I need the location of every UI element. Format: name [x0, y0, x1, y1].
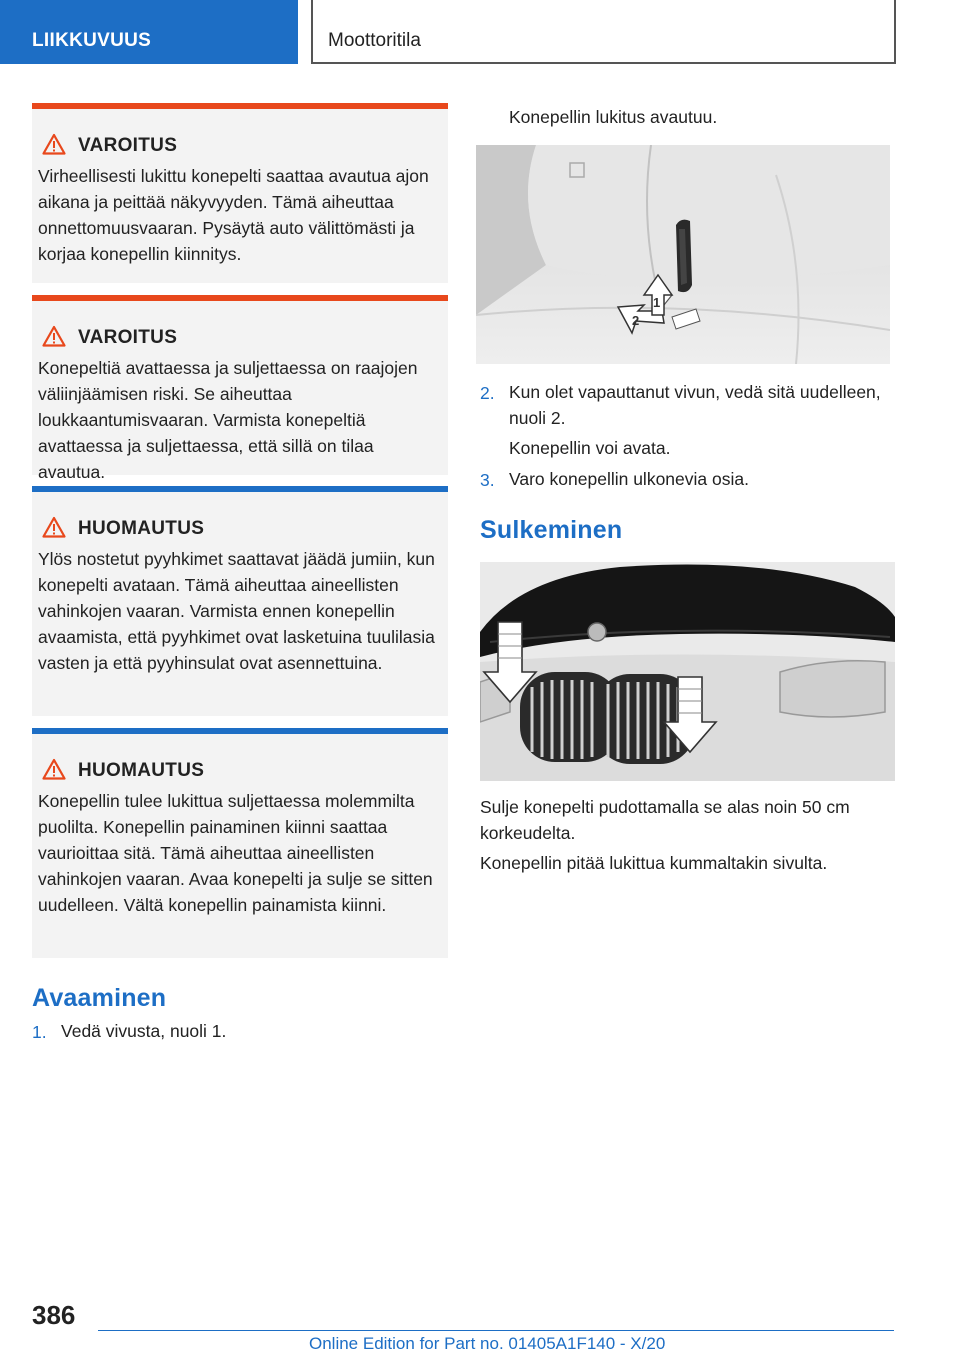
- notice-text: Konepellin tulee lukittua suljettaessa molemmilta puolilta. Konepellin painaminen kiinni saattaa vaurioittaa sitä. Tämä aiheuttaa aineellisten vahinkojen vaaran. Avaa konepelti ja sulje se sitten uudelleen. Vältä konepellin painamista kiinni.: [38, 791, 433, 915]
- section-tab: [0, 0, 298, 64]
- arrow-1-label: 1: [653, 295, 661, 310]
- notice-box-1: [32, 486, 448, 716]
- warning-triangle-icon: [42, 325, 66, 347]
- step-number: 2.: [480, 383, 495, 403]
- section-title: LIIKKUVUUS: [32, 30, 152, 51]
- notice-title: HUOMAUTUS: [78, 518, 205, 539]
- closing-paragraph-1: Sulje konepelti pudottamalla se alas noin 50 cm korkeudelta.: [480, 797, 850, 843]
- chapter-title: Moottoritila: [328, 30, 421, 51]
- notice-box-2: [32, 728, 448, 958]
- closing-paragraph-2: Konepellin pitää lukittua kummaltakin sivulta.: [480, 853, 828, 873]
- warning-bar: [32, 103, 448, 109]
- closing-hood-image: [480, 562, 895, 781]
- notice-title: HUOMAUTUS: [78, 760, 205, 781]
- footer-edition-text: Online Edition for Part no. 01405A1F140 - X/20: [309, 1334, 666, 1353]
- warning-text: Virheellisesti lukittu konepelti saattaa avautua ajon aikana ja peittää näkyvyyden. Tämä aiheuttaa onnettomuusvaaran. Pysäytä auto välittömästi ja korjaa konepellin kiinnitys.: [38, 166, 429, 264]
- notice-bar: [32, 728, 448, 734]
- page-number: 386: [32, 1300, 76, 1330]
- warning-bar: [32, 295, 448, 301]
- notice-bar: [32, 486, 448, 492]
- chapter-tab: [311, 0, 896, 64]
- arrow-2-label: 2: [632, 313, 640, 328]
- step-result: Konepellin voi avata.: [509, 438, 671, 458]
- opening-heading: Avaaminen: [32, 984, 167, 1012]
- step-text: Varo konepellin ulkonevia osia.: [509, 469, 749, 489]
- warning-text: Konepeltiä avattaessa ja suljettaessa on raajojen väliinjäämisen riski. Se aiheuttaa loukkaantumisvaaran. Varmista konepeltiä avattaessa ja suljettaessa, että sillä on tilaa avautua.: [38, 358, 418, 482]
- warning-triangle-icon: [42, 133, 66, 155]
- step-number: 1.: [32, 1022, 47, 1042]
- warning-title: VAROITUS: [78, 327, 178, 348]
- warning-triangle-icon: [42, 516, 66, 538]
- warning-triangle-icon: [42, 758, 66, 780]
- step-number: 3.: [480, 470, 495, 490]
- warning-box-2: [32, 295, 448, 482]
- footer-divider: [98, 1330, 894, 1331]
- warning-box-1: [32, 103, 448, 283]
- step-text: Vedä vivusta, nuoli 1.: [61, 1021, 227, 1041]
- warning-title: VAROITUS: [78, 135, 178, 156]
- closing-heading: Sulkeminen: [480, 516, 623, 544]
- step-text: Kun olet vapauttanut vivun, vedä sitä uudelleen, nuoli 2.: [509, 382, 881, 428]
- step-result: Konepellin lukitus avautuu.: [509, 107, 718, 127]
- notice-text: Ylös nostetut pyyhkimet saattavat jäädä jumiin, kun konepelti avataan. Tämä aiheuttaa aineellisten vahinkojen vaaran. Varmista ennen konepellin avaamista, että pyyhkimet ovat lasketuina tuulilasia vasten ja että pyyhinsulat ovat asennettuina.: [38, 549, 435, 673]
- hood-release-lever-image: [476, 145, 890, 364]
